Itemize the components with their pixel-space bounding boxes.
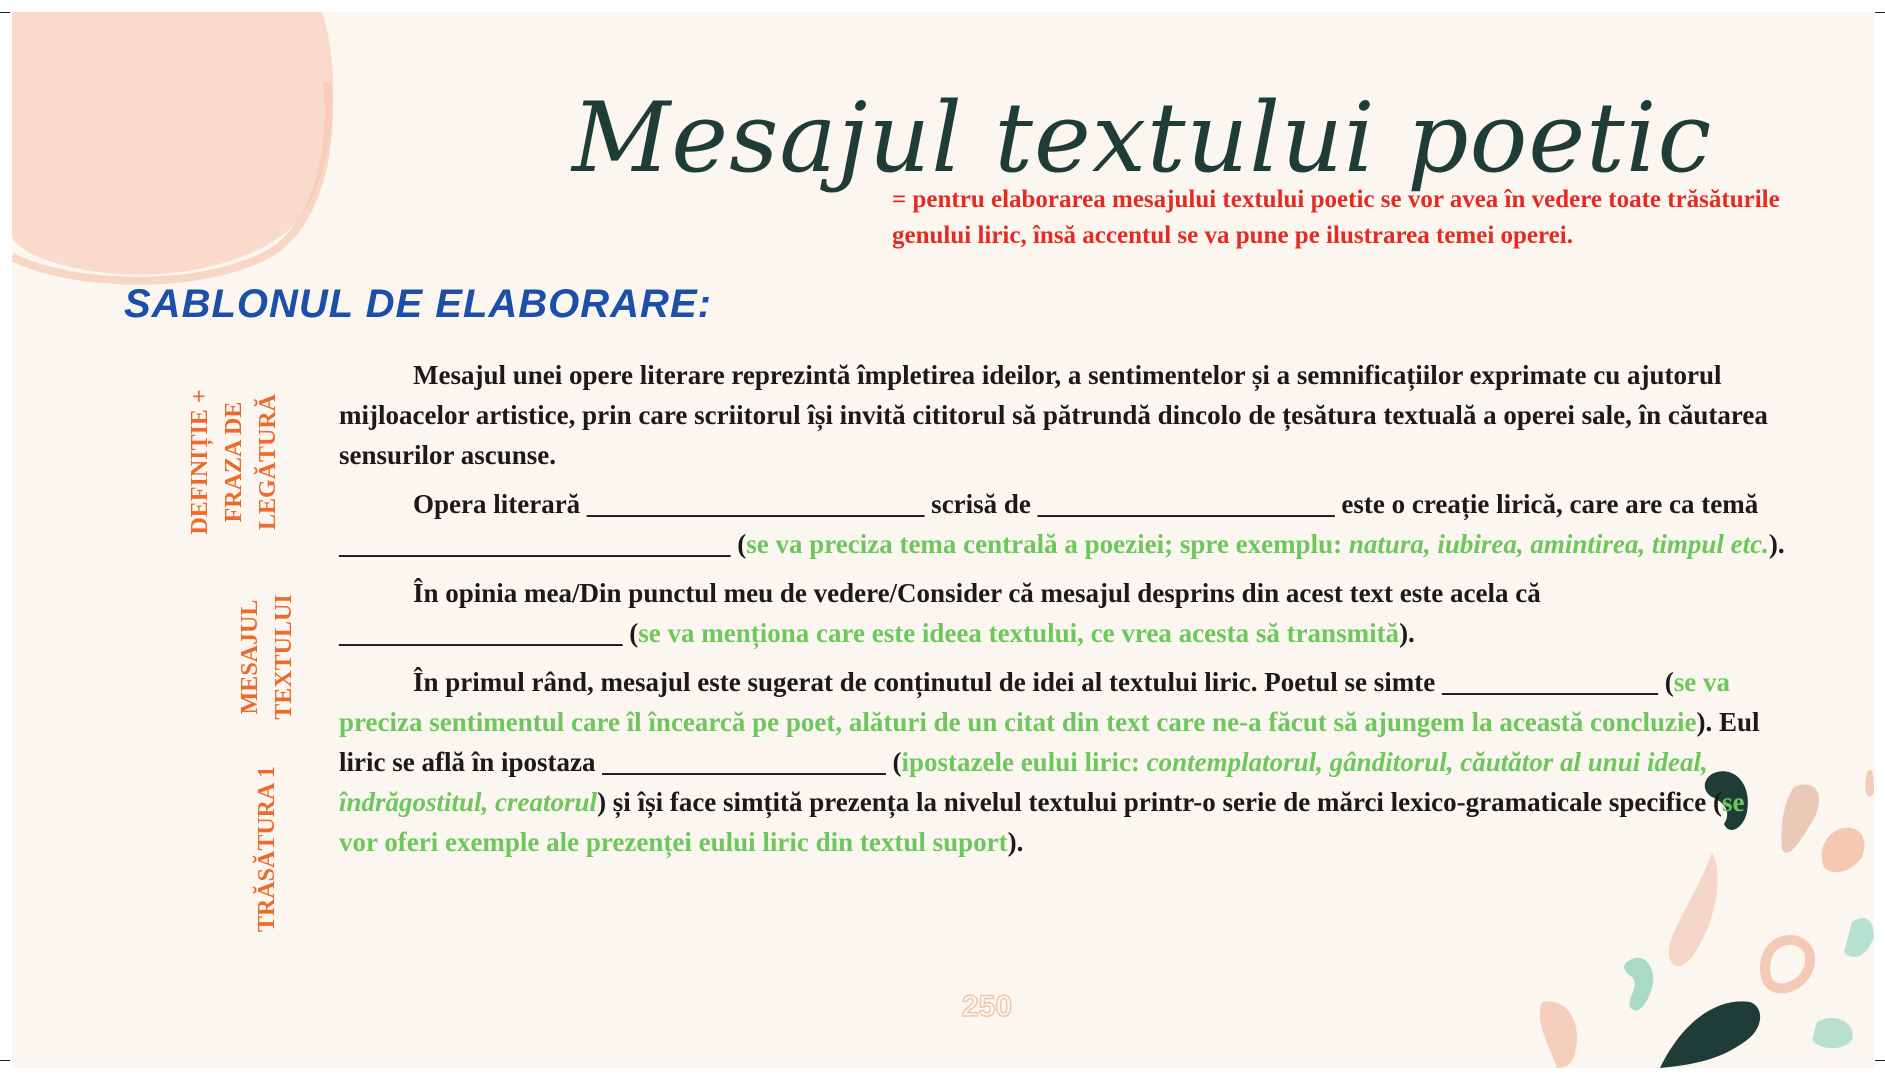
peach-drop: [1822, 828, 1865, 872]
side-label-line: MESAJUL: [237, 599, 263, 715]
side-label-line: FRAZA DE: [221, 401, 247, 523]
crop-mark: [0, 1060, 10, 1061]
mint-leaf: [1844, 918, 1874, 957]
crop-mark: [1875, 12, 1885, 13]
paragraph-text: În opinia mea/Din punctul meu de vedere/Consider că mesajul desprins din acest text este acela că _____________________ (: [339, 578, 1541, 648]
definition-text: = pentru elaborarea mesajului textului poetic se vor avea în vedere toate trăsăturile genului liric, însă accentul se va pune pe ilustrarea temei operei.: [892, 186, 1780, 249]
template-body: [339, 355, 1789, 871]
paragraph-trait: [339, 662, 1789, 862]
side-label-line: DEFINIȚIE +: [187, 389, 213, 535]
side-label-definitie: [183, 389, 285, 534]
peach-circle-decoration: [12, 12, 333, 274]
peach-drop: [1865, 770, 1874, 797]
side-label-trasatura: [250, 766, 284, 932]
crop-mark: [1875, 1060, 1885, 1061]
hint-examples: contemplatorul, gânditorul, căutător al unui ideal, îndrăgostitul, creatorul: [339, 747, 1708, 817]
mint-blob: [1812, 1018, 1853, 1048]
paragraph-text: În primul rând, mesajul este sugerat de conținutul de idei al textului liric. Poetul se simte ________________ (: [413, 667, 1674, 697]
hint-text: se va preciza sentimentul care îl încearcă pe poet, alături de un citat din text care ne-a făcut să ajungem la această concluzie: [339, 667, 1730, 737]
hint-text: se vor oferi exemple ale prezenței eului liric din textul suport: [339, 787, 1745, 857]
section-heading: SABLONUL DE ELABORARE:: [124, 282, 712, 326]
side-label-mesajul: [233, 594, 301, 719]
page-title: Mesajul textului poetic: [572, 82, 1713, 194]
page-number: 250: [961, 990, 1013, 1023]
hint-examples: natura, iubirea, amintirea, timpul etc.: [1348, 529, 1769, 559]
paragraph-opera: [339, 484, 1789, 564]
side-label-line: TRĂSĂTURA 1: [254, 765, 280, 933]
hint-text: se va menționa care este ideea textului, ce vrea acesta să transmită: [638, 618, 1400, 648]
paragraph-text: ) și își face simțită prezența la nivelul textului printr-o serie de mărci lexico-gramaticale specifice (: [597, 787, 1723, 817]
hint-text: ipostazele eului liric:: [901, 747, 1147, 777]
paragraph-text: ).: [1399, 618, 1415, 648]
crop-mark: [0, 12, 10, 13]
mint-drop: [1624, 958, 1653, 1011]
paragraph-text: Opera literară _________________________ scrisă de ______________________ este o creație lirică, care are ca temă _____________________________ (: [339, 489, 1759, 559]
paragraph-text: ).: [1768, 529, 1785, 559]
hint-text: se va preciza tema centrală a poeziei; spre exemplu:: [746, 529, 1349, 559]
paragraph-opinion: [339, 573, 1789, 653]
paragraph-text: ). Eul liric se află în ipostaza _____________________ (: [339, 707, 1760, 777]
side-label-line: LEGĂTURĂ: [255, 393, 281, 531]
document-page: [12, 12, 1874, 1068]
peach-ring: [1765, 940, 1810, 988]
side-label-line: TEXTULUI: [271, 594, 297, 720]
peach-drop: [1540, 1001, 1577, 1068]
paragraph-text: ).: [1007, 827, 1024, 857]
dark-green-leaf: [1660, 1001, 1760, 1068]
paragraph-definition: Mesajul unei opere literare reprezintă împletirea ideilor, a sentimentelor și a semnificațiilor exprimate cu ajutorul mijloacelor artistice, prin care scriitorul își invită cititorul să pătrundă dincolo de țesătura textuală a operei sale, în căutarea sensurilor ascunse.: [339, 360, 1768, 470]
